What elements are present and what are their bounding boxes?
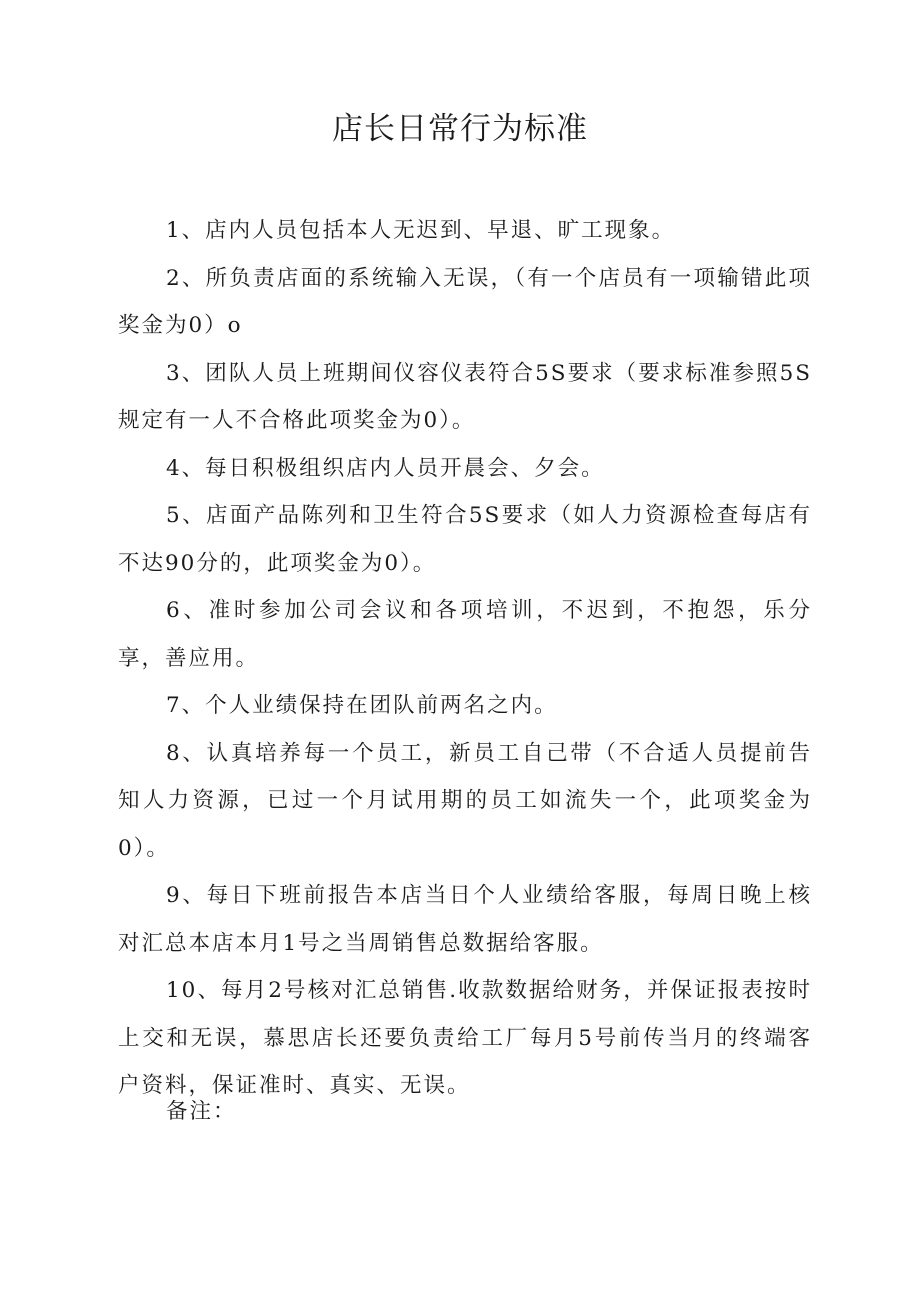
standard-item-8: 8、认真培养每一个员工，新员工自己带（不合适人员提前告知人力资源，已过一个月试用期的员工如流失一个，此项奖金为0）。	[118, 740, 812, 861]
standard-item-2: 2、所负责店面的系统输入无误，（有一个店员有一项输错此项奖金为0）o	[118, 265, 812, 338]
document-body	[118, 207, 812, 1110]
standard-item-10: 10、每月2号核对汇总销售.收款数据给财务，并保证报表按时上交和无误，慕思店长还要负责给工厂每月5号前传当月的终端客户资料，保证准时、真实、无误。	[118, 978, 812, 1098]
standard-item-1: 1、店内人员包括本人无迟到、早退、旷工现象。	[166, 218, 676, 243]
document-title: 店长日常行为标准	[332, 111, 588, 147]
standard-item-9: 9、每日下班前报告本店当日个人业绩给客服，每周日晚上核对汇总本店本月1号之当周销售总数据给客服。	[118, 883, 812, 956]
standard-item-5: 5、店面产品陈列和卫生符合5S要求（如人力资源检查每店有不达90分的，此项奖金为0）。	[118, 503, 812, 576]
note-label: 备注：	[166, 1099, 237, 1124]
standard-item-3: 3、团队人员上班期间仪容仪表符合5S要求（要求标准参照5S规定有一人不合格此项奖金为0）。	[118, 360, 812, 433]
standard-item-7: 7、个人业绩保持在团队前两名之内。	[166, 693, 558, 718]
standard-item-6: 6、准时参加公司会议和各项培训，不迟到，不抱怨，乐分享，善应用。	[118, 598, 812, 671]
standard-item-4: 4、每日积极组织店内人员开晨会、夕会。	[166, 455, 605, 481]
